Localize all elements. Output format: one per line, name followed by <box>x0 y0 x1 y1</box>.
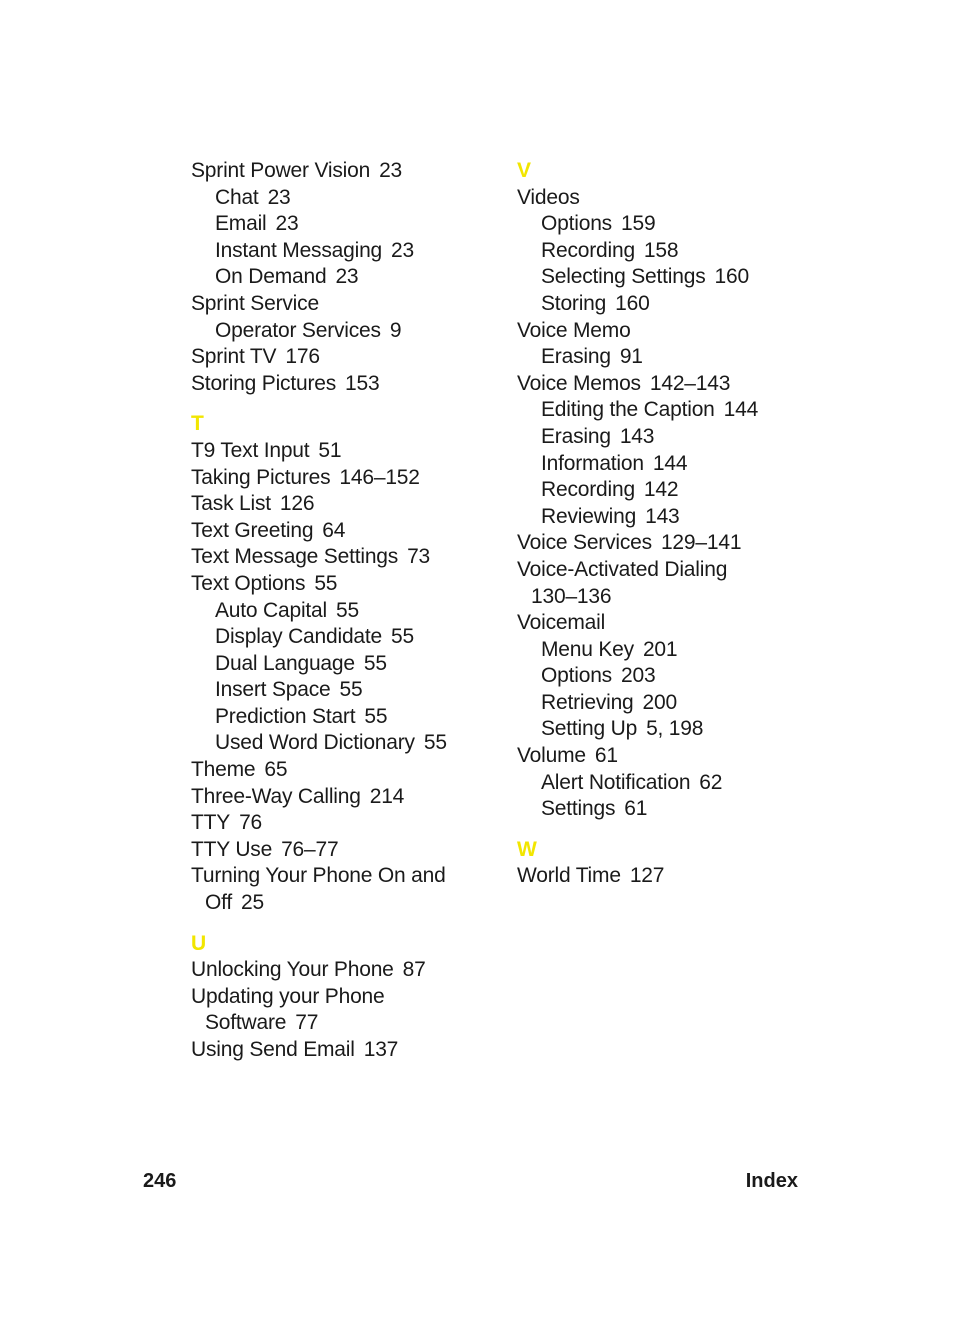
index-page-ref: 87 <box>402 958 426 982</box>
index-subentry <box>517 264 817 291</box>
index-entry <box>191 837 491 864</box>
index-subentry <box>191 318 491 345</box>
index-entry <box>191 491 491 518</box>
index-subentry <box>517 796 817 823</box>
index-letter-heading: W <box>517 837 537 861</box>
index-page-ref: 23 <box>335 265 359 289</box>
index-entry-continuation <box>191 890 491 917</box>
index-term: Display Candidate <box>215 625 383 649</box>
index-entry <box>517 863 817 890</box>
index-entry <box>191 518 491 545</box>
index-page-ref: 55 <box>363 651 387 675</box>
index-term: Editing the Caption <box>541 398 715 422</box>
index-page-ref: 160 <box>714 265 749 289</box>
index-term: Auto Capital <box>215 598 328 622</box>
index-page-ref: 23 <box>379 159 403 182</box>
index-page-ref: 55 <box>336 598 359 622</box>
index-term: Options <box>541 212 612 236</box>
index-entry <box>191 344 491 371</box>
index-entry <box>191 757 491 784</box>
index-page-ref: 5, 198 <box>646 717 704 741</box>
index-page-ref: 55 <box>423 731 447 755</box>
index-page-ref: 61 <box>594 744 618 768</box>
index-term: World Time <box>517 864 621 888</box>
index-entry <box>517 371 817 398</box>
index-entry <box>517 557 817 584</box>
index-page-ref: 142 <box>643 478 679 502</box>
index-page-ref: 159 <box>620 212 656 236</box>
index-term: Dual Language <box>215 651 355 675</box>
index-page-ref: 77 <box>295 1011 319 1035</box>
index-page-ref: 65 <box>264 758 288 782</box>
index-term: Voice Memo <box>517 318 631 342</box>
index-page-ref: 143 <box>645 504 680 528</box>
index-subentry <box>517 477 817 504</box>
index-page-ref: 142–143 <box>649 371 731 395</box>
page-number: 246 <box>143 1170 177 1192</box>
index-page-ref: 62 <box>699 770 723 794</box>
index-term: Recording <box>541 238 635 262</box>
index-entry <box>191 1037 491 1064</box>
index-term: Unlocking Your Phone <box>191 958 394 982</box>
index-entry <box>191 371 491 398</box>
index-subentry <box>191 651 491 678</box>
index-page-ref: 23 <box>275 212 299 236</box>
index-page-ref: 23 <box>391 238 414 262</box>
index-page-ref: 76 <box>239 811 263 835</box>
index-term: Text Message Settings <box>191 545 399 569</box>
section-gap <box>517 823 817 837</box>
index-letter-heading: V <box>517 159 532 182</box>
index-term: Menu Key <box>541 637 634 661</box>
index-term: Email <box>215 212 267 236</box>
index-term: Using Send Email <box>191 1038 355 1061</box>
index-page-ref: 126 <box>279 492 315 516</box>
section-gap <box>191 917 491 931</box>
index-term: Text Greeting <box>191 518 314 542</box>
index-entry-continuation <box>517 584 817 611</box>
index-subentry <box>191 598 491 625</box>
index-page-ref: 137 <box>363 1038 399 1061</box>
index-term: Recording <box>541 478 635 502</box>
index-term: Insert Space <box>215 678 331 702</box>
index-subentry <box>191 624 491 651</box>
index-term: Alert Notification <box>541 770 691 794</box>
index-page-ref: 127 <box>629 864 665 888</box>
index-entry-continuation <box>191 1010 491 1037</box>
index-subentry <box>191 730 491 757</box>
index-page-ref: 76–77 <box>281 837 339 861</box>
index-term: Storing Pictures <box>191 371 337 395</box>
index-term: Task List <box>191 492 271 516</box>
index-page-ref: 61 <box>624 797 648 821</box>
index-term: Used Word Dictionary <box>215 731 415 755</box>
index-term: Erasing <box>541 345 611 369</box>
index-term: Voice-Activated Dialing <box>517 557 728 581</box>
index-term: Videos <box>517 185 580 209</box>
index-term: Storing <box>541 291 607 315</box>
index-term: Updating your Phone <box>191 984 385 1008</box>
index-entry <box>191 544 491 571</box>
index-term: TTY <box>191 811 231 835</box>
index-page-ref: 55 <box>314 571 338 595</box>
index-entry <box>517 610 817 637</box>
index-entry <box>517 185 817 212</box>
index-term: Voice Memos <box>517 371 641 395</box>
index-subentry <box>517 424 817 451</box>
section-title: Index <box>745 1170 798 1192</box>
index-term: Chat <box>215 185 259 209</box>
index-term: Retrieving <box>541 690 634 714</box>
index-page-ref: 201 <box>642 637 678 661</box>
index-page-ref: 214 <box>369 784 405 808</box>
index-page-ref: 23 <box>267 185 291 209</box>
index-term: Information <box>541 451 644 475</box>
section-gap <box>191 397 491 411</box>
index-term: Theme <box>191 758 256 782</box>
index-page-ref: 55 <box>391 625 414 649</box>
index-page-ref: 55 <box>339 678 363 702</box>
index-subentry <box>517 291 817 318</box>
index-term: 130–136 <box>531 584 612 608</box>
index-entry <box>517 530 817 557</box>
index-entry <box>191 291 491 318</box>
index-entry <box>517 743 817 770</box>
index-page-ref: 25 <box>241 891 264 915</box>
index-subentry <box>517 211 817 238</box>
index-term: Options <box>541 664 612 688</box>
index-entry <box>191 810 491 837</box>
index-subentry <box>191 185 491 212</box>
index-page-ref: 64 <box>322 518 346 542</box>
index-subentry <box>517 716 817 743</box>
index-page-ref: 200 <box>642 690 677 714</box>
index-page-ref: 203 <box>620 664 656 688</box>
index-entry <box>191 158 491 185</box>
index-page-ref: 144 <box>723 398 759 422</box>
index-subentry <box>517 690 817 717</box>
index-page-ref: 144 <box>652 451 688 475</box>
index-subentry <box>191 264 491 291</box>
index-subentry <box>517 504 817 531</box>
index-term: Off <box>205 891 233 915</box>
index-entry <box>191 571 491 598</box>
index-term: Prediction Start <box>215 704 356 728</box>
index-term: Taking Pictures <box>191 465 331 489</box>
index-page-ref: 129–141 <box>660 531 742 555</box>
index-term: Three-Way Calling <box>191 784 361 808</box>
index-subentry <box>191 211 491 238</box>
index-term: On Demand <box>215 265 327 289</box>
index-term: Sprint Power Vision <box>191 159 371 182</box>
index-term: Settings <box>541 797 616 821</box>
index-page-ref: 91 <box>619 345 643 369</box>
index-term: Selecting Settings <box>541 265 706 289</box>
index-subentry <box>191 238 491 265</box>
index-term: Sprint Service <box>191 291 319 315</box>
index-entry <box>191 784 491 811</box>
index-term: Reviewing <box>541 504 637 528</box>
index-term: Voicemail <box>517 611 606 635</box>
index-term: Sprint TV <box>191 345 277 369</box>
index-subentry <box>517 770 817 797</box>
index-entry <box>517 318 817 345</box>
index-page-ref: 160 <box>615 291 650 315</box>
index-term: Volume <box>517 744 586 768</box>
index-term: Text Options <box>191 571 306 595</box>
index-subentry <box>517 451 817 478</box>
index-entry <box>191 465 491 492</box>
index-entry <box>191 957 491 984</box>
index-term: Voice Services <box>517 531 652 555</box>
index-page-ref: 176 <box>285 345 320 369</box>
index-term: T9 Text Input <box>191 438 310 462</box>
index-column-right <box>517 158 817 890</box>
index-letter-heading: T <box>191 412 204 436</box>
index-subentry <box>191 704 491 731</box>
index-term: Instant Messaging <box>215 238 383 262</box>
index-subentry <box>517 637 817 664</box>
index-entry <box>191 863 491 890</box>
index-term: Setting Up <box>541 717 638 741</box>
index-term: TTY Use <box>191 837 273 861</box>
index-entry <box>191 438 491 465</box>
index-column-left <box>191 158 491 1064</box>
index-page-ref: 158 <box>643 238 679 262</box>
index-term: Operator Services <box>215 318 381 342</box>
index-subentry <box>517 397 817 424</box>
index-entry <box>191 984 491 1011</box>
index-term: Software <box>205 1011 287 1035</box>
index-page-ref: 146–152 <box>339 465 420 489</box>
index-term: Erasing <box>541 424 611 448</box>
index-page-ref: 9 <box>389 318 402 342</box>
index-term: Turning Your Phone On and <box>191 864 446 888</box>
index-letter-heading: U <box>191 931 207 955</box>
index-subentry <box>191 677 491 704</box>
index-subentry <box>517 663 817 690</box>
index-page-ref: 153 <box>345 371 380 395</box>
index-page-ref: 143 <box>619 424 655 448</box>
index-subentry <box>517 238 817 265</box>
index-subentry <box>517 344 817 371</box>
index-page-ref: 55 <box>364 704 388 728</box>
index-page-ref: 51 <box>318 438 342 462</box>
index-page-ref: 73 <box>407 545 431 569</box>
